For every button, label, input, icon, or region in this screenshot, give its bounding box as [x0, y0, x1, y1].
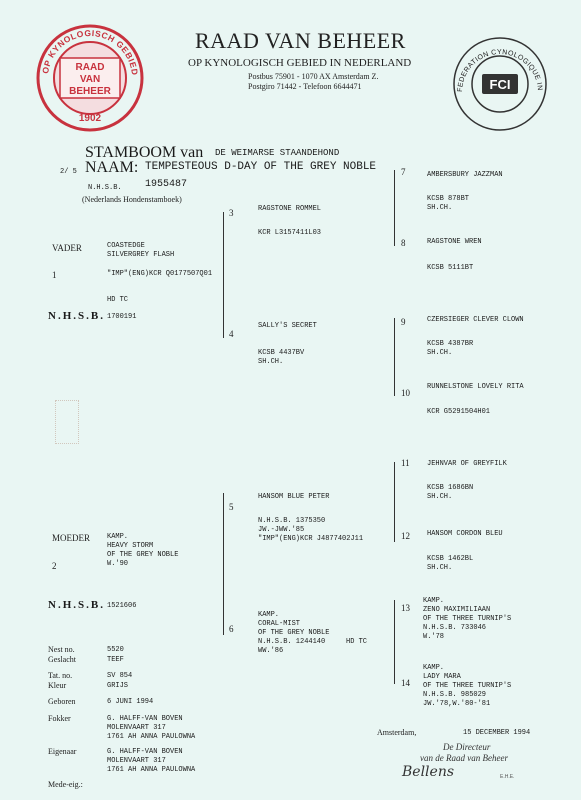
gen2-5-line-2: N.H.S.B. 1375350	[258, 517, 326, 525]
issue-date: 15 DECEMBER 1994	[463, 729, 531, 737]
gen3-12-line-1: HANSOM CORDON BLEU	[427, 530, 503, 538]
director-title-1: De Directeur	[443, 742, 491, 752]
breed-name: DE WEIMARSE STAANDEHOND	[215, 148, 340, 158]
gen3-11-number: 11	[401, 458, 410, 468]
fokker-label: Fokker	[48, 714, 71, 723]
sire-line-3: "IMP"(ENG)KCR Q0177507Q01	[107, 270, 213, 278]
geboren-value: 6 JUNI 1994	[107, 698, 154, 706]
gen2-6-line-1: KAMP.	[258, 611, 280, 619]
gen3-10-line-2: KCR G5291504H01	[427, 408, 491, 416]
bracket-dam	[223, 493, 224, 635]
director-title-2: van de Raad van Beheer	[420, 753, 508, 763]
sire-nhsb-label: N.H.S.B.	[48, 310, 105, 322]
dog-name: TEMPESTEOUS D-DAY OF THE GREY NOBLE	[145, 161, 377, 173]
gen2-3-line-2: KCR L3157411L03	[258, 229, 322, 237]
gen3-14-number: 14	[401, 678, 410, 688]
gen3-13-number: 13	[401, 603, 410, 613]
fokker-line-1: G. HALFF-VAN BOVEN	[107, 715, 183, 723]
gen3-9-line-1: CZERSIEGER CLEVER CLOWN	[427, 316, 524, 324]
naam-label: NAAM:	[85, 159, 139, 176]
bracket-sire	[223, 212, 224, 338]
gen2-3-line-1: RAGSTONE ROMMEL	[258, 205, 322, 213]
dam-line-4: W.'90	[107, 560, 129, 568]
sire-line-1: COASTEDGE	[107, 242, 145, 250]
kleur-label: Kleur	[48, 681, 67, 690]
faded-stamp	[55, 400, 79, 444]
fci-seal	[452, 36, 548, 132]
gen3-8-line-1: RAGSTONE WREN	[427, 238, 482, 246]
eigenaar-line-1: G. HALFF-VAN BOVEN	[107, 748, 183, 756]
gen2-6-line-5: WW.'86	[258, 647, 284, 655]
org-title: RAAD VAN BEHEER	[195, 28, 406, 53]
bracket-4	[394, 318, 395, 396]
gen2-5-line-4: "IMP"(ENG)KCR J4877402J11	[258, 535, 364, 543]
eigenaar-label: Eigenaar	[48, 747, 77, 756]
gen3-11-line-1: JEHNVAR OF GREYFILK	[427, 460, 507, 468]
gen3-9-line-2: KCSB 4387BR	[427, 340, 474, 348]
gen2-5-line-3: JW.-JWW.'85	[258, 526, 305, 534]
geslacht-label: Geslacht	[48, 655, 76, 664]
gen3-7-line-2: KCSB 878BT	[427, 195, 470, 203]
gen3-13-line-1: KAMP.	[423, 597, 445, 605]
sire-line-4: HD TC	[107, 296, 129, 304]
gen3-11-line-2: KCSB 1686BN	[427, 484, 474, 492]
gen2-4-line-2: KCSB 4437BV	[258, 349, 305, 357]
page-number: 2/ 5	[60, 168, 77, 176]
sire-line-2: SILVERGREY FLASH	[107, 251, 175, 259]
gen2-3-number: 3	[229, 208, 234, 218]
svg-text:RAAD: RAAD	[75, 62, 105, 73]
vader-label: VADER	[52, 243, 82, 253]
gen3-12-number: 12	[401, 531, 410, 541]
svg-text:FCI: FCI	[489, 77, 511, 92]
stamboom-label: STAMBOOM van	[85, 144, 204, 161]
gen2-6-number: 6	[229, 624, 234, 634]
bracket-6	[394, 600, 395, 684]
place-label: Amsterdam,	[377, 728, 417, 737]
eigenaar-line-3: 1761 AH ANNA PAULOWNA	[107, 766, 196, 774]
gen2-4-line-1: SALLY'S SECRET	[258, 322, 317, 330]
nhsb-note: (Nederlands Hondenstamboek)	[82, 195, 182, 204]
nhsb-number: 1955487	[145, 179, 188, 190]
gen3-14-line-5: JW.'78,W.'80-'81	[423, 700, 491, 708]
gen3-12-line-2: KCSB 1462BL	[427, 555, 474, 563]
gen3-13-line-3: OF THE THREE TURNIP'S	[423, 615, 512, 623]
bracket-5	[394, 462, 395, 542]
gen3-13-line-5: W.'78	[423, 633, 445, 641]
gen3-8-number: 8	[401, 238, 406, 248]
director-signature: Bellens	[402, 764, 455, 780]
gen3-13-line-4: N.H.S.B. 733046	[423, 624, 487, 632]
gen2-5-number: 5	[229, 502, 234, 512]
gen2-6-line-3: OF THE GREY NOBLE	[258, 629, 330, 637]
svg-text:BEHEER: BEHEER	[69, 86, 111, 97]
org-address-1: Postbus 75901 - 1070 AX Amsterdam Z.	[248, 72, 379, 81]
geboren-label: Geboren	[48, 697, 76, 706]
dam-number: 2	[52, 561, 57, 571]
moeder-label: MOEDER	[52, 533, 90, 543]
gen3-8-line-2: KCSB 5111BT	[427, 264, 474, 272]
small-initials: E.H.E.	[500, 774, 515, 780]
gen2-6-line-2: CORAL-MIST	[258, 620, 301, 628]
nest-label: Nest no.	[48, 645, 75, 654]
gen2-6-line-4: N.H.S.B. 1244140	[258, 638, 326, 646]
eigenaar-line-2: MOLENVAART 317	[107, 757, 166, 765]
fokker-line-2: MOLENVAART 317	[107, 724, 166, 732]
gen2-4-line-3: SH.CH.	[258, 358, 284, 366]
gen3-10-line-1: RUNNELSTONE LOVELY RITA	[427, 383, 524, 391]
kleur-value: GRIJS	[107, 682, 129, 690]
gen3-9-line-3: SH.CH.	[427, 349, 453, 357]
dam-nhsb: 1521606	[107, 602, 137, 610]
mede-eigenaar-label: Mede-eig.:	[48, 780, 83, 789]
geslacht-value: TEEF	[107, 656, 124, 664]
sire-number: 1	[52, 270, 57, 280]
svg-text:OP KYNOLOGISCH GEBIED IN NEDER: OP KYNOLOGISCH GEBIED	[40, 27, 141, 77]
gen3-14-line-1: KAMP.	[423, 664, 445, 672]
sire-nhsb: 1700191	[107, 313, 137, 321]
gen3-7-line-1: AMBERSBURY JAZZMAN	[427, 171, 503, 179]
gen3-13-line-2: ZENO MAXIMILIAAN	[423, 606, 491, 614]
gen3-14-line-4: N.H.S.B. 985029	[423, 691, 487, 699]
gen3-11-line-3: SH.CH.	[427, 493, 453, 501]
svg-text:FEDERATION CYNOLOGIQUE INTERNA: FEDERATION CYNOLOGIQUE IN	[456, 48, 544, 93]
dam-nhsb-label: N.H.S.B.	[48, 599, 105, 611]
gen3-9-number: 9	[401, 317, 406, 327]
gen3-14-line-3: OF THE THREE TURNIP'S	[423, 682, 512, 690]
org-address-2: Postgiro 71442 - Telefoon 6644471	[248, 82, 362, 91]
gen3-7-line-3: SH.CH.	[427, 204, 453, 212]
nhsb-label: N.H.S.B.	[88, 184, 122, 192]
svg-text:1902: 1902	[78, 113, 102, 124]
org-subtitle: OP KYNOLOGISCH GEBIED IN NEDERLAND	[188, 57, 412, 69]
gen3-10-number: 10	[401, 388, 410, 398]
dam-line-2: HEAVY STORM	[107, 542, 154, 550]
svg-text:VAN: VAN	[79, 74, 101, 85]
nest-value: 5520	[107, 646, 124, 654]
tat-label: Tat. no.	[48, 671, 73, 680]
gen2-6-line-4b: HD TC	[346, 638, 368, 646]
gen2-4-number: 4	[229, 329, 234, 339]
gen3-12-line-3: SH.CH.	[427, 564, 453, 572]
bracket-3	[394, 170, 395, 246]
gen3-7-number: 7	[401, 167, 406, 177]
dam-line-1: KAMP.	[107, 533, 129, 541]
fokker-line-3: 1761 AH ANNA PAULOWNA	[107, 733, 196, 741]
gen2-5-line-1: HANSOM BLUE PETER	[258, 493, 330, 501]
dam-line-3: OF THE GREY NOBLE	[107, 551, 179, 559]
tat-value: SV 854	[107, 672, 133, 680]
gen3-14-line-2: LADY MARA	[423, 673, 461, 681]
raad-van-beheer-seal	[36, 24, 144, 132]
